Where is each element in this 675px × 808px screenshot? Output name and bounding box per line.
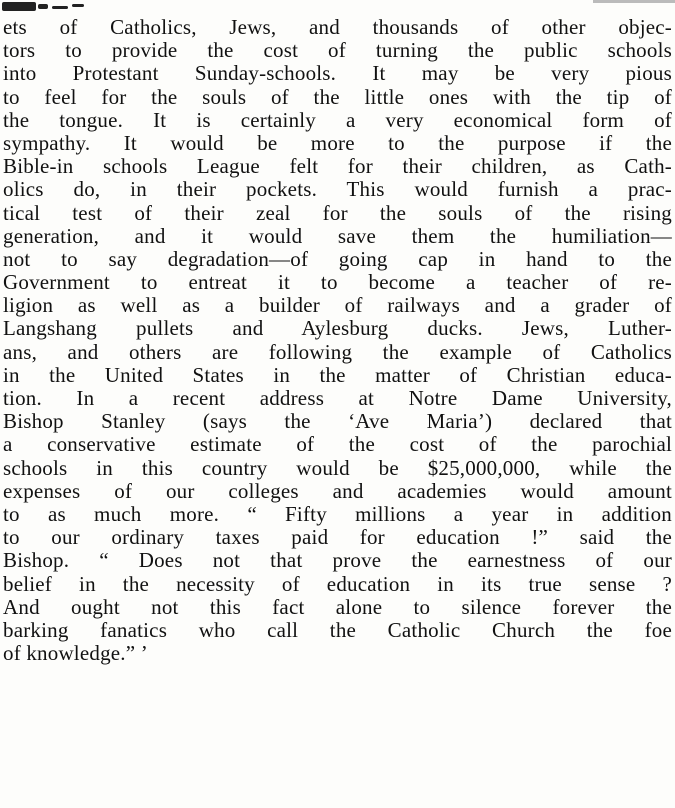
text-line: to feel for the souls of the little ones with the tip of <box>3 84 672 109</box>
text-line: schools in this country would be $25,000,000, while the <box>3 455 672 480</box>
text-line: Langshang pullets and Aylesburg ducks. Jews, Luther- <box>3 316 672 341</box>
text-line: belief in the necessity of education in its true sense ? <box>3 571 672 596</box>
text-line: ets of Catholics, Jews, and thousands of other objec- <box>3 15 672 39</box>
text-line: olics do, in their pockets. This would furnish a prac- <box>3 177 672 202</box>
text-line: Bible-in schools League felt for their children, as Cath- <box>3 154 672 179</box>
text-line: to our ordinary taxes paid for education !” said the <box>3 525 672 550</box>
text-line: generation, and it would save them the humiliation— <box>3 223 672 248</box>
text-line: Bishop. “ Does not that prove the earnestness of our <box>3 548 672 573</box>
text-line: in the United States in the matter of Christian educa- <box>3 362 672 387</box>
text-line: tical test of their zeal for the souls of the rising <box>3 200 672 225</box>
top-right-rule <box>593 0 675 3</box>
text-line: barking fanatics who call the Catholic Church the foe <box>3 617 672 642</box>
text-line: expenses of our colleges and academies would amount <box>3 478 672 503</box>
text-line: not to say degradation—of going cap in hand to the <box>3 246 672 271</box>
text-line: And ought not this fact alone to silence forever the <box>3 594 672 619</box>
text-line: ans, and others are following the example of Catholics <box>3 339 672 364</box>
text-line: tors to provide the cost of turning the public schools <box>3 38 672 63</box>
text-line: into Protestant Sunday-schools. It may be very pious <box>3 61 672 86</box>
text-line: Bishop Stanley (says the ‘Ave Maria’) declared that <box>3 409 672 434</box>
torn-header-fragment <box>2 0 106 16</box>
text-line: Government to entreat it to become a teacher of re- <box>3 270 672 295</box>
text-line: the tongue. It is certainly a very economical form of <box>3 107 672 132</box>
text-line: a conservative estimate of the cost of the parochial <box>3 432 672 457</box>
text-line: sympathy. It would be more to the purpose if the <box>3 130 672 155</box>
text-line: tion. In a recent address at Notre Dame University, <box>3 386 672 410</box>
article-column <box>3 16 672 665</box>
text-line: ligion as well as a builder of railways and a grader of <box>3 293 672 318</box>
text-line: of knowledge.” ’ <box>3 641 148 666</box>
text-line: to as much more. “ Fifty millions a year in addition <box>3 501 672 526</box>
